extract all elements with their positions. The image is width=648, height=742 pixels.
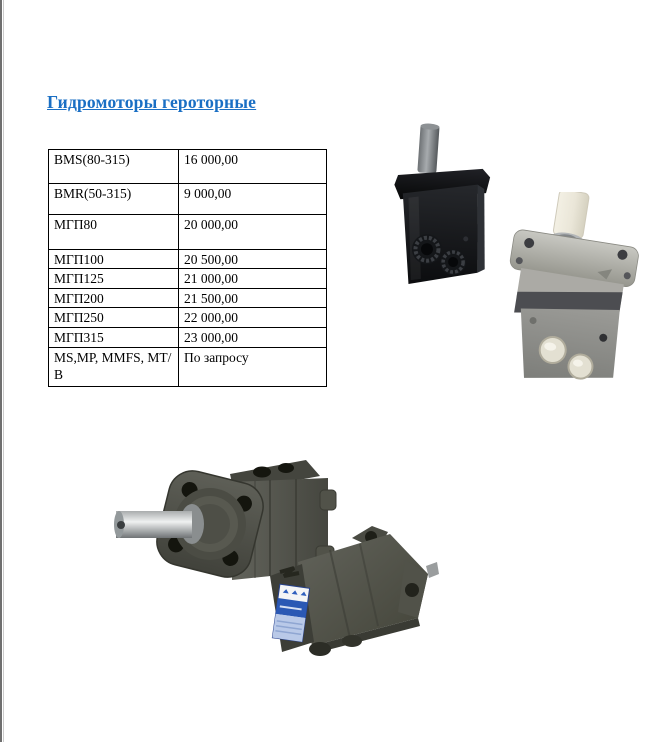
price-cell: 23 000,00 xyxy=(179,328,327,348)
table-row xyxy=(49,289,327,308)
model-cell: BMR(50-315) xyxy=(49,184,179,215)
gray-motor-blue-label-photo xyxy=(240,520,440,660)
page-left-border-dark xyxy=(0,0,2,742)
model-cell: BMS(80-315) xyxy=(49,150,179,184)
black-gerotor-motor-photo xyxy=(388,120,493,294)
section-heading-link[interactable]: Гидромоторы героторные xyxy=(47,92,257,112)
model-cell: MS,MP, MMFS, МТ/В xyxy=(49,348,179,387)
price-table xyxy=(48,149,327,387)
table-row xyxy=(49,348,327,387)
model-cell: МГП250 xyxy=(49,308,179,328)
price-cell: 22 000,00 xyxy=(179,308,327,328)
page-left-border-light xyxy=(3,0,4,742)
table-row xyxy=(49,269,327,289)
price-cell: 16 000,00 xyxy=(179,150,327,184)
table-row xyxy=(49,308,327,328)
price-cell: 20 500,00 xyxy=(179,250,327,269)
price-cell: 21 500,00 xyxy=(179,289,327,308)
price-cell: 21 000,00 xyxy=(179,269,327,289)
table-row xyxy=(49,184,327,215)
model-cell: МГП125 xyxy=(49,269,179,289)
price-cell: 20 000,00 xyxy=(179,215,327,250)
model-cell: МГП200 xyxy=(49,289,179,308)
model-cell: МГП315 xyxy=(49,328,179,348)
table-row xyxy=(49,250,327,269)
price-cell: По запросу xyxy=(179,348,327,387)
price-cell: 9 000,00 xyxy=(179,184,327,215)
model-cell: МГП100 xyxy=(49,250,179,269)
table-row xyxy=(49,150,327,184)
silver-gerotor-motor-photo xyxy=(500,192,648,392)
model-cell: МГП80 xyxy=(49,215,179,250)
table-row xyxy=(49,215,327,250)
table-row xyxy=(49,328,327,348)
